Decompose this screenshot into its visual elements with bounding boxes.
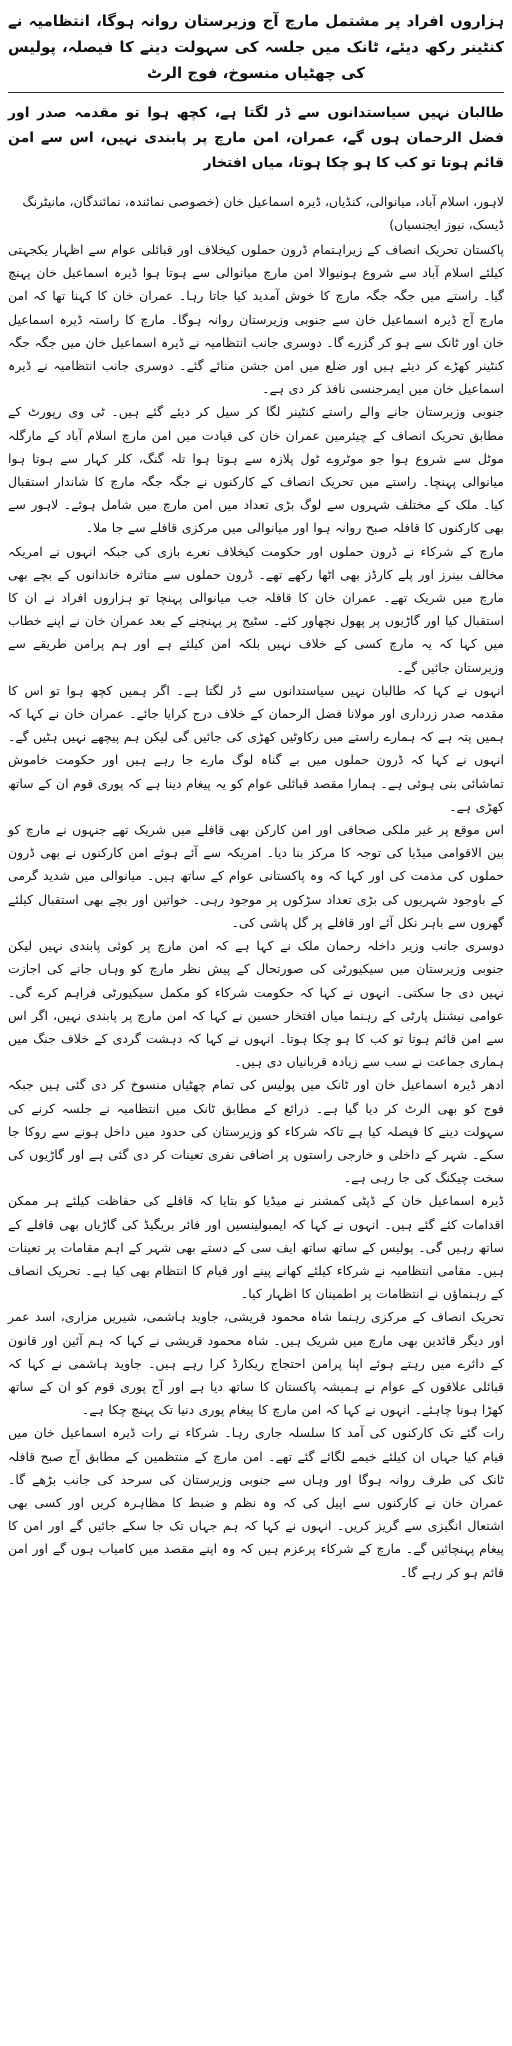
article-paragraph: پاکستان تحریک انصاف کے زیراہتمام ڈرون حملوں کیخلاف اور قبائلی عوام سے اظہار یکجہتی کیلئے اسلام آباد سے شروع ہونیوالا امن مارچ میانوالی سے ہوتا ہوا ڈیرہ اسماعیل خان پہنچ گیا۔ راستے میں جگہ جگہ مارچ کا خوش آمدید کیا جاتا رہا۔ عمران خان کا کہنا تھا کہ امن مارچ آج ڈیرہ اسماعیل خان سے جنوبی وزیرستان روانہ ہوگا۔ مارچ کا راستہ ڈیرہ اسماعیل خان اور ٹانک سے ہو کر گزرے گا۔ دوسری جانب انتظامیہ نے ڈیرہ اسماعیل خان میں جگہ جگہ کنٹینر کھڑے کر دیئے ہیں اور ضلع میں امن جشن منائے گئے۔ دوسری جانب انتظامیہ نے ڈیرہ اسماعیل خان میں ایمرجنسی نافذ کر دی ہے۔ xyxy=(8,242,504,397)
byline: لاہور، اسلام آباد، میانوالی، کنڈیاں، ڈیرہ اسماعیل خان (خصوصی نمائندہ، نمائندگان، مانیٹرنگ ڈیسک، نیوز ایجنسیاں) xyxy=(22,194,504,232)
article-paragraph: تحریک انصاف کے مرکزی رہنما شاہ محمود قریشی، جاوید ہاشمی، شیریں مزاری، اسد عمر اور دیگر قائدین بھی مارچ میں شریک ہیں۔ شاہ محمود قریشی نے کہا کہ ہم آئین اور قانون کے دائرے میں رہتے ہوئے اپنا پرامن احتجاج ریکارڈ کرا رہے ہیں۔ جاوید ہاشمی نے کہا کہ قبائلی علاقوں کے عوام نے ہمیشہ پاکستان کا ساتھ دیا ہے اور آج پوری قوم کو ان کے ساتھ کھڑا ہونا چاہئے۔ انہوں نے کہا کہ امن مارچ کا پیغام پوری دنیا تک پہنچ چکا ہے۔ xyxy=(8,1309,504,1418)
article-paragraph: انہوں نے کہا کہ طالبان نہیں سیاستدانوں سے ڈر لگتا ہے۔ اگر ہمیں کچھ ہوا تو اس کا مقدمہ صدر زرداری اور مولانا فضل الرحمان کے خلاف درج کرایا جائے۔ عمران خان نے کہا کہ ہمیں پتہ ہے کہ ہمارے راستے میں رکاوٹیں کھڑی کی جائیں گی لیکن ہم پیچھے نہیں ہٹیں گے۔ انہوں نے کہا کہ ڈرون حملوں میں بے گناہ لوگ مارے جا رہے ہیں اور حکومت خاموش تماشائی بنی ہوئی ہے۔ ہمارا مقصد قبائلی عوام کو یہ پیغام دینا ہے کہ پوری قوم ان کے ساتھ کھڑی ہے۔ xyxy=(8,682,504,814)
article-paragraph: اس موقع پر غیر ملکی صحافی اور امن کارکن بھی قافلے میں شریک تھے جنہوں نے مارچ کو بین الاقوامی میڈیا کی توجہ کا مرکز بنا دیا۔ امریکہ سے آئے ہوئے امن کارکنوں نے بھی ڈرون حملوں کی مذمت کی اور کہا کہ وہ پاکستانی عوام کے ساتھ ہیں۔ میانوالی میں شدید گرمی کے باوجود شہریوں کی بڑی تعداد سڑکوں پر موجود رہی۔ خواتین اور بچے بھی استقبال کیلئے گھروں سے باہر نکل آئے اور قافلے پر گل پاشی کی۔ xyxy=(8,822,504,930)
article-paragraph: ڈیرہ اسماعیل خان کے ڈپٹی کمشنر نے میڈیا کو بتایا کہ قافلے کی حفاظت کیلئے ہر ممکن اقدامات کئے گئے ہیں۔ انہوں نے کہا کہ ایمبولینسیں اور فائر بریگیڈ کی گاڑیاں بھی قافلے کے ساتھ رہیں گی۔ پولیس کے ساتھ ساتھ ایف سی کے دستے بھی شہر کے اہم مقامات پر تعینات ہیں۔ مقامی انتظامیہ نے شرکاء کیلئے کھانے پینے اور قیام کا انتظام بھی کیا ہے۔ تحریک انصاف کے رہنماؤں نے انتظامات پر اطمینان کا اظہار کیا۔ xyxy=(8,1193,504,1302)
article-paragraph: ادھر ڈیرہ اسماعیل خان اور ٹانک میں پولیس کی تمام چھٹیاں منسوخ کر دی گئی ہیں جبکہ فوج کو بھی الرٹ کر دیا گیا ہے۔ ذرائع کے مطابق ٹانک میں انتظامیہ نے جلسہ کرنے کی سہولت دینے کا فیصلہ کیا ہے تاکہ شرکاء کو وزیرستان کی حدود میں داخل ہونے سے روکا جا سکے۔ شہر کے داخلی و خارجی راستوں پر اضافی نفری تعینات کر دی گئی ہے اور گاڑیوں کی سخت چیکنگ کی جا رہی ہے۔ xyxy=(8,1077,504,1186)
headline: ہزاروں افراد پر مشتمل مارچ آج وزیرستان روانہ ہوگا، انتظامیہ نے کنٹینر رکھ دیئے، ٹانک میں جلسہ کی سہولت دینے کا فیصلہ، پولیس کی چھٹیاں منسوخ، فوج الرٹ xyxy=(8,12,504,82)
subheadline: طالبان نہیں سیاستدانوں سے ڈر لگتا ہے، کچھ ہوا تو مقدمہ صدر اور فضل الرحمان ہوں گے، عمران، امن مارچ پر پابندی نہیں، اس سے امن قائم ہوتا تو کب کا ہو چکا ہوتا، میاں افتخار xyxy=(8,105,504,171)
divider xyxy=(8,92,504,93)
article-paragraph: رات گئے تک کارکنوں کی آمد کا سلسلہ جاری رہا۔ شرکاء نے رات ڈیرہ اسماعیل خان میں قیام کیا جہاں ان کیلئے خیمے لگائے گئے تھے۔ امن مارچ کے منتظمین کے مطابق آج صبح قافلہ ٹانک کی طرف روانہ ہوگا اور وہاں سے جنوبی وزیرستان کی سرحد کی جانب بڑھے گا۔ عمران خان نے کارکنوں سے اپیل کی کہ وہ نظم و ضبط کا مظاہرہ کریں اور کسی بھی اشتعال انگیزی سے گریز کریں۔ انہوں نے کہا کہ ہم جہاں تک جا سکے جائیں گے اور امن کا پیغام پہنچائیں گے۔ مارچ کے شرکاء پرعزم ہیں کہ وہ اپنے مقصد میں کامیاب ہوں گے اور امن قائم ہو کر رہے گا۔ xyxy=(8,1425,504,1580)
article-paragraph: جنوبی وزیرستان جانے والے راستے کنٹینر لگا کر سیل کر دیئے گئے ہیں۔ ٹی وی رپورٹ کے مطابق تحریک انصاف کے چیئرمین عمران خان کی قیادت میں امن مارچ اسلام آباد کے مارگلہ موٹل سے شروع ہوا جو موٹروے ٹول پلازہ سے ہوتا ہوا تلہ گنگ، کلر کہار سے ہوتا ہوا میانوالی پہنچا۔ راستے میں تحریک انصاف کے کارکنوں نے جگہ جگہ مارچ کا شاندار استقبال کیا۔ ملک کے مختلف شہروں سے لوگ بڑی تعداد میں امن مارچ میں شامل ہوئے۔ لاہور سے بھی کارکنوں کا قافلہ صبح روانہ ہوا اور میانوالی میں مرکزی قافلے سے جا ملا۔ xyxy=(8,404,504,536)
article-paragraph: مارچ کے شرکاء نے ڈرون حملوں اور حکومت کیخلاف نعرے بازی کی جبکہ انہوں نے امریکہ مخالف بینرز اور پلے کارڈز بھی اٹھا رکھے تھے۔ ڈرون حملوں سے متاثرہ خاندانوں کے بچے بھی مارچ میں شریک تھے۔ عمران خان کا قافلہ جب میانوالی پہنچا تو ہزاروں افراد نے ان کا استقبال کیا اور گاڑیوں پر پھول نچھاور کئے۔ سٹیج پر پہنچنے کے بعد عمران خان نے اپنے خطاب میں کہا کہ یہ مارچ کسی کے خلاف نہیں بلکہ امن کیلئے ہے اور ہم پرامن طریقے سے وزیرستان جائیں گے۔ xyxy=(8,543,504,675)
article-body xyxy=(8,238,504,1584)
article-paragraph: دوسری جانب وزیر داخلہ رحمان ملک نے کہا ہے کہ امن مارچ پر کوئی پابندی نہیں لیکن جنوبی وزیرستان میں سیکیورٹی کی صورتحال کے پیش نظر مارچ کو وہاں جانے کی اجازت نہیں دی جا سکتی۔ انہوں نے کہا کہ حکومت شرکاء کو مکمل سیکیورٹی فراہم کرے گی۔ عوامی نیشنل پارٹی کے رہنما میاں افتخار حسین نے کہا کہ امن مارچ پر پابندی نہیں، اگر اس سے امن قائم ہوتا تو کب کا ہو چکا ہوتا۔ انہوں نے کہا کہ دہشت گردی کے خلاف جنگ میں ہماری جماعت نے سب سے زیادہ قربانیاں دی ہیں۔ xyxy=(8,938,504,1070)
